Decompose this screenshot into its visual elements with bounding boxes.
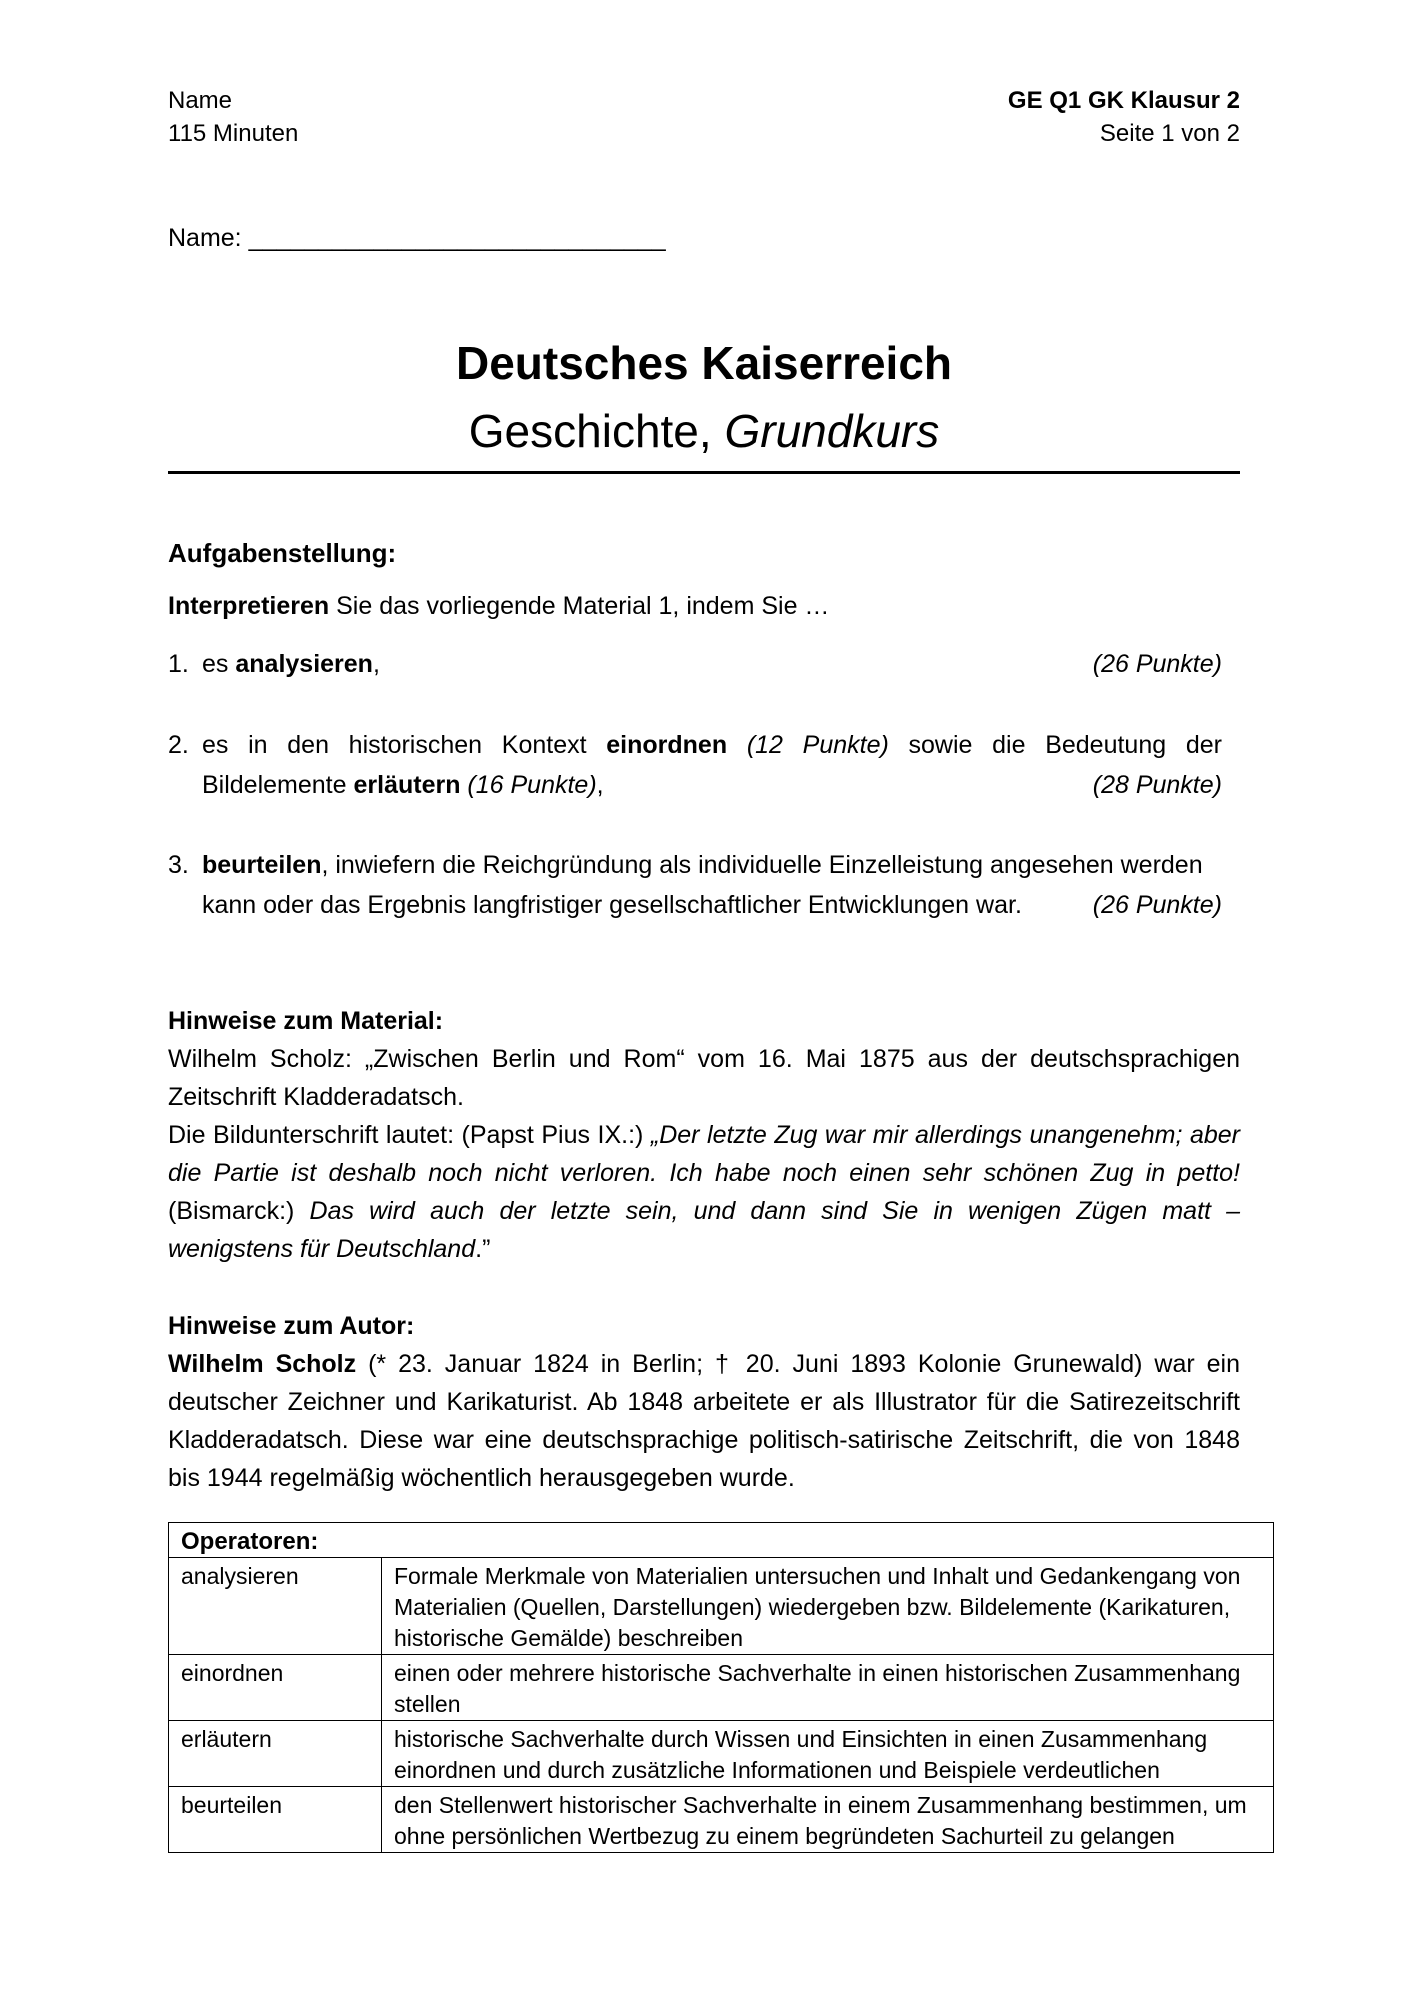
operator-definition: historische Sachverhalte durch Wissen und Einsichten in einen Zusammenhang einordnen und durch zusätzliche Informationen und Beispiele verdeutlichen [382, 1721, 1274, 1787]
operator-definition: Formale Merkmale von Materialien untersuchen und Inhalt und Gedankengang von Materialien (Quellen, Darstellungen) wiedergeben bzw. Bildelemente (Karikaturen, historische Gemälde) beschreiben [382, 1558, 1274, 1655]
table-row [169, 1787, 1274, 1853]
table-header-row [169, 1523, 1274, 1558]
header-name-label: Name [168, 87, 233, 114]
task-text: sowie die Bedeutung der [888, 731, 1222, 759]
task-text [727, 731, 747, 759]
task-item-1 [168, 644, 1222, 684]
author-text [168, 1345, 1240, 1497]
task-operator: erläutern [353, 771, 461, 799]
caption-quote-bismarck: Das wird auch der letzte sein, und dann sind Sie in wenigen Zügen matt – wenigstens für Deutschland [168, 1197, 1241, 1263]
task-operator: analysieren [235, 650, 373, 678]
caption-intro: Die Bildunterschrift lautet: (Papst Pius IX.:) [168, 1121, 651, 1149]
operator-definition: den Stellenwert historischer Sachverhalte in einem Zusammenhang bestimmen, um ohne persönlichen Wertbezug zu einem begründeten Sachurteil zu gelangen [382, 1787, 1274, 1853]
table-row [169, 1558, 1274, 1655]
material-source: Wilhelm Scholz: „Zwischen Berlin und Rom“ vom 16. Mai 1875 aus der deutschsprachigen Zeitschrift Kladderadatsch. [168, 1045, 1240, 1111]
course-label: Grundkurs [724, 405, 940, 457]
task-text: , [596, 771, 604, 799]
name-field[interactable] [168, 219, 666, 257]
name-field-label: Name: [168, 224, 249, 252]
task-intro-text: Sie das vorliegende Material 1, indem Sie … [329, 592, 830, 620]
task-heading: Aufgabenstellung: [168, 538, 397, 568]
title-divider [168, 471, 1240, 474]
operators-table [168, 1522, 1274, 1853]
task-operator: einordnen [606, 731, 728, 759]
task-operator: beurteilen [202, 851, 322, 879]
task-item-number: 2. [168, 731, 189, 759]
operators-heading: Operatoren: [169, 1523, 1274, 1558]
header-page-info: Seite 1 von 2 [1099, 120, 1240, 147]
task-text: es [202, 650, 236, 678]
caption-quote-pope: „Der letzte Zug war mir allerdings unangenehm; aber die Partie ist deshalb noch nicht verloren. Ich habe noch einen sehr schönen Zug in petto! [168, 1121, 1241, 1187]
document-title: Deutsches Kaiserreich [455, 337, 953, 389]
operator-term: analysieren [169, 1558, 382, 1655]
author-bio: (* 23. Januar 1824 in Berlin; † 20. Juni 1893 Kolonie Grunewald) war ein deutscher Zeichner und Karikaturist. Ab 1848 arbeitete er als Illustrator für die Satirezeitschrift Kladderadatsch. Diese war eine deutschsprachige politisch-satirische Zeitschrift, die von 1848 bis 1944 regelmäßig wöchentlich herausgegeben wurde. [168, 1350, 1240, 1492]
task-text: , [372, 650, 380, 678]
task-text: Bildelemente [202, 771, 354, 799]
table-row [169, 1655, 1274, 1721]
header-exam-title: GE Q1 GK Klausur 2 [1007, 87, 1240, 114]
material-caption [168, 1116, 1240, 1268]
task-intro-operator: Interpretieren [168, 592, 330, 620]
caption-speaker-bismarck: (Bismarck:) [168, 1197, 310, 1225]
operator-term: einordnen [169, 1655, 382, 1721]
author-name: Wilhelm Scholz [168, 1350, 357, 1378]
name-field-line[interactable]: ______________________________ [248, 224, 666, 252]
task-item-3 [168, 845, 1222, 925]
task-subpoints: (16 Punkte) [467, 771, 597, 799]
task-item-2 [168, 725, 1222, 805]
task-points: (26 Punkte) [1092, 891, 1222, 919]
task-text: kann oder das Ergebnis langfristiger gesellschaftlicher Entwicklungen war. [202, 891, 1022, 919]
task-text: es in den historischen Kontext [202, 731, 607, 759]
operator-definition: einen oder mehrere historische Sachverhalte in einen historischen Zusammenhang stellen [382, 1655, 1274, 1721]
caption-end: .” [475, 1235, 491, 1263]
task-text: , inwiefern die Reichgründung als individuelle Einzelleistung angesehen werden [321, 851, 1203, 879]
material-heading: Hinweise zum Material: [168, 1007, 444, 1035]
table-row [169, 1721, 1274, 1787]
task-points: (26 Punkte) [1092, 650, 1222, 678]
header-duration: 115 Minuten [168, 120, 299, 147]
task-points: (28 Punkte) [1092, 771, 1222, 799]
task-intro [168, 587, 829, 625]
task-item-number: 1. [168, 650, 189, 678]
subject-label: Geschichte, [468, 405, 725, 457]
author-heading: Hinweise zum Autor: [168, 1312, 415, 1340]
operator-term: erläutern [169, 1721, 382, 1787]
operator-term: beurteilen [169, 1787, 382, 1853]
task-item-number: 3. [168, 851, 189, 879]
task-subpoints: (12 Punkte) [746, 731, 889, 759]
document-subtitle [168, 404, 1240, 458]
